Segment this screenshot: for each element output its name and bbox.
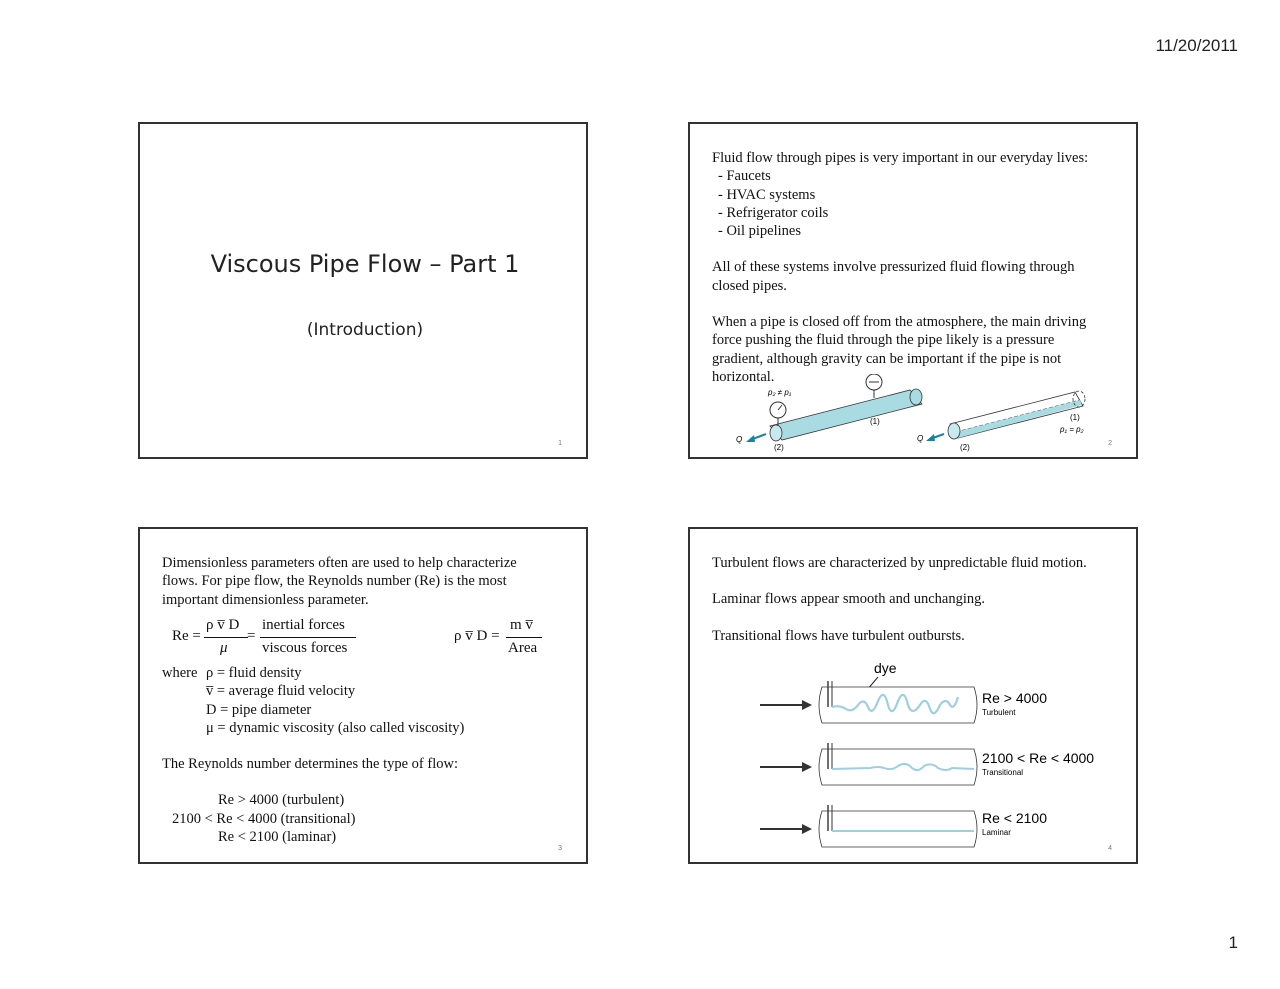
equation-denominator: μ bbox=[220, 640, 228, 656]
slide-1 bbox=[138, 122, 588, 459]
equation-denominator: viscous forces bbox=[262, 640, 348, 656]
slide-subtitle: (Introduction) bbox=[306, 320, 424, 340]
equation-denominator: Area bbox=[508, 640, 538, 656]
pressure-label: p₁ = p₂ bbox=[1060, 425, 1084, 434]
paragraph-line: Dimensionless parameters often are used to help characterize bbox=[162, 555, 517, 571]
transitional-pipe bbox=[760, 743, 1094, 785]
where-label: where bbox=[162, 665, 198, 681]
paragraph-line: gradient, although gravity can be important if the pipe is not bbox=[712, 350, 1062, 367]
slide-body bbox=[712, 149, 1088, 386]
regime-re-label: 2100 < Re < 4000 bbox=[982, 750, 1095, 766]
section-label: (2) bbox=[774, 443, 784, 452]
paragraph-line: flows. For pipe flow, the Reynolds number (Re) is the most bbox=[162, 573, 507, 590]
section-label: (1) bbox=[1070, 413, 1080, 422]
paragraph-line: force pushing the fluid through the pipe likely is a pressure bbox=[712, 332, 1055, 349]
regime-name-label: Transitional bbox=[982, 768, 1024, 777]
page-date: 11/20/2011 bbox=[1155, 36, 1238, 55]
paragraph-line: All of these systems involve pressurized fluid flowing through bbox=[712, 259, 1075, 276]
pipe-figures bbox=[730, 374, 1130, 454]
laminar-pipe bbox=[760, 805, 1047, 847]
fraction-bar bbox=[506, 637, 542, 638]
flow-type-item: Re > 4000 (turbulent) bbox=[218, 792, 345, 809]
equation-numerator: inertial forces bbox=[262, 617, 345, 633]
slide-intro bbox=[162, 554, 517, 609]
equation-equals: = bbox=[247, 628, 256, 644]
equation-numerator: ρ v̅ D bbox=[206, 617, 240, 633]
bullet-item: - Faucets bbox=[718, 168, 771, 185]
turbulent-pipe bbox=[760, 681, 1047, 723]
slide-body bbox=[712, 554, 1087, 645]
regime-re-label: Re > 4000 bbox=[982, 690, 1047, 706]
inclined-pipe bbox=[736, 374, 922, 452]
bullet-item: - HVAC systems bbox=[718, 186, 816, 203]
fraction-bar bbox=[204, 637, 248, 638]
equation-numerator: m v̅ bbox=[510, 617, 533, 633]
intro-line: Fluid flow through pipes is very important in our everyday lives: bbox=[712, 150, 1089, 166]
equation-lhs: ρ v̅ D = bbox=[454, 628, 500, 644]
definitions bbox=[162, 664, 464, 846]
slide-number: 2 bbox=[1108, 440, 1112, 447]
slide-3 bbox=[138, 527, 588, 864]
regime-re-label: Re < 2100 bbox=[982, 810, 1047, 826]
regime-name-label: Turbulent bbox=[982, 708, 1016, 717]
dye-label: dye bbox=[874, 660, 897, 676]
flow-label: Q bbox=[917, 434, 924, 443]
flow-type-item: 2100 < Re < 4000 (transitional) bbox=[172, 810, 356, 827]
flow-regime-figure bbox=[760, 657, 1110, 857]
bullet-item: - Oil pipelines bbox=[718, 223, 801, 240]
inlet-arrow-icon bbox=[802, 824, 812, 834]
paragraph-line: important dimensionless parameter. bbox=[162, 591, 369, 608]
slide-2 bbox=[688, 122, 1138, 459]
paragraph-line: Laminar flows appear smooth and unchanging. bbox=[712, 591, 986, 608]
slide-number: 3 bbox=[558, 845, 562, 852]
section-label: (1) bbox=[870, 417, 880, 426]
paragraph-line: Transitional flows have turbulent outbursts. bbox=[712, 627, 965, 644]
slide-number: 1 bbox=[558, 440, 562, 447]
fraction-bar bbox=[260, 637, 356, 638]
paragraph-line: horizontal. bbox=[712, 368, 775, 385]
definition-item: μ = dynamic viscosity (also called viscosity) bbox=[206, 719, 465, 736]
flow-arrow-icon bbox=[926, 434, 935, 441]
bullet-item: - Refrigerator coils bbox=[718, 204, 829, 221]
flow-type-item: Re < 2100 (laminar) bbox=[218, 829, 337, 846]
paragraph-line: The Reynolds number determines the type of flow: bbox=[162, 756, 458, 773]
flow-arrow-icon bbox=[746, 435, 755, 442]
inlet-arrow-icon bbox=[802, 762, 812, 772]
slide-title: Viscous Pipe Flow – Part 1 bbox=[210, 250, 520, 278]
page-number: 1 bbox=[1228, 933, 1238, 952]
slide-number: 4 bbox=[1108, 845, 1112, 852]
inlet-arrow-icon bbox=[802, 700, 812, 710]
regime-name-label: Laminar bbox=[982, 828, 1011, 837]
definition-item: v̅ = average fluid velocity bbox=[206, 683, 356, 700]
definition-item: D = pipe diameter bbox=[206, 701, 312, 718]
horizontal-pipe bbox=[917, 391, 1085, 452]
equation-lhs: Re = bbox=[172, 628, 201, 644]
definition-item: ρ = fluid density bbox=[206, 665, 302, 681]
flow-label: Q bbox=[736, 435, 743, 444]
paragraph-line: Turbulent flows are characterized by unpredictable fluid motion. bbox=[712, 555, 1087, 571]
section-label: (2) bbox=[960, 443, 970, 452]
pressure-label: p₂ ≠ p₁ bbox=[768, 388, 792, 397]
paragraph-line: When a pipe is closed off from the atmosphere, the main driving bbox=[712, 314, 1087, 331]
paragraph-line: closed pipes. bbox=[712, 277, 787, 294]
slide-4 bbox=[688, 527, 1138, 864]
